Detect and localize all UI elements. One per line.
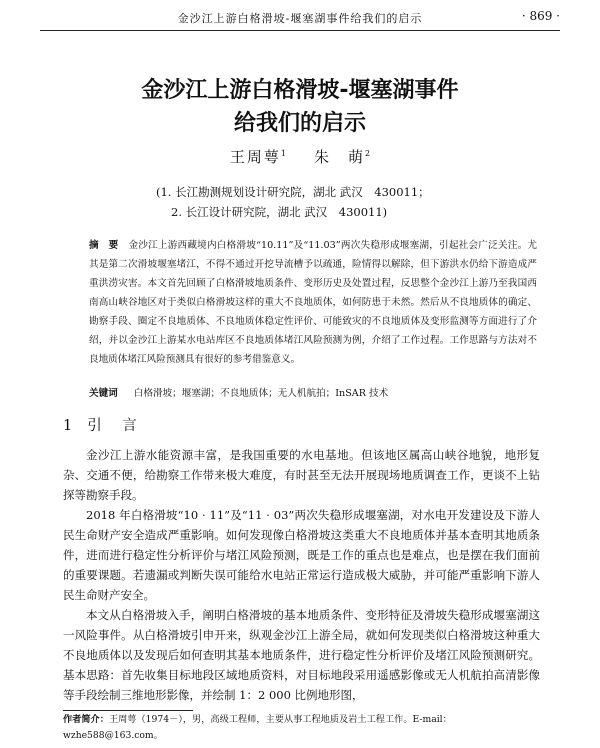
body-paragraph: 本文从白格滑坡入手，阐明白格滑坡的基本地质条件、变形特征及滑坡失稳形成堰塞湖这一风险事件。从白格滑坡引申开来，纵观金沙江上游全局，就如何发现类似白格滑坡这种重大不良地质体以及发现后如何查明其基本地质条件，进行稳定性分析评价及堵江风险预测研究。基本思路：首先收集目标地段区域地质资料，对目标地段采用遥感影像或无人机航拍高清影像等手段绘制三维地形影像，并绘制 1：2 000 比例地形图， — [63, 608, 540, 702]
abstract-label: 摘 要 — [89, 240, 119, 251]
author-affil-mark: 1 — [280, 149, 286, 158]
section-number: 1 — [63, 418, 76, 434]
body-paragraph: 金沙江上游水能资源丰富，是我国重要的水电基地。但该地区属高山峡谷地貌，地形复杂、交通不便，给勘察工作带来极大难度，有时甚至无法开展现场地质调查工作，更谈不上钻探等勘察手段。 — [63, 448, 540, 502]
author-affil-mark: 2 — [365, 149, 371, 158]
section-body — [63, 445, 540, 705]
affiliation-line: 2. 长江设计研究院，湖北 武汉 430011) — [171, 205, 388, 219]
author-name: 王周萼 — [229, 148, 281, 166]
keywords-text: 白格滑坡；堰塞湖；不良地质体；无人机航拍；InSAR 技术 — [133, 388, 389, 399]
affiliation-line: (1. 长江勘测规划设计研究院，湖北 武汉 430011； — [156, 185, 430, 199]
footnote-text: 王周萼（1974－），男，高级工程师，主要从事工程地质及岩土工程工作。E-mail：wzhe588@163.com。 — [63, 714, 452, 741]
footnote-divider — [63, 710, 193, 711]
affiliations — [156, 182, 430, 222]
abstract — [89, 236, 537, 369]
article-title — [60, 74, 540, 140]
title-line-2: 给我们的启示 — [233, 111, 366, 136]
keywords — [89, 385, 537, 403]
section-title: 引 言 — [87, 418, 140, 434]
author-footnote — [63, 712, 540, 744]
page-number: · 869 · — [521, 9, 560, 23]
abstract-text: 金沙江上游西藏境内白格滑坡“10.11”及“11.03”两次失稳形成堰塞湖，引起社会广泛关注。尤其是第二次滑坡堰塞堵江，不得不通过开挖导流槽予以疏通，险情得以解除，但下游洪水仍给下游造成严重洪涝灾害。本文首先回顾了白格滑坡地质条件、变形历史及处置过程，反思整个金沙江上游乃至我国西南高山峡谷地区对于类似白格滑坡这样的重大不良地质体，如何防患于未然。然后从不良地质体的确定、勘察手段、圈定不良地质体、不良地质体稳定性评价、可能致灾的不良地质体及变形监测等方面进行了介绍，并以金沙江上游某水电站库区不良地质体堵江风险预测为例，介绍了工作过程。工作思路与方法对不良地质体堵江风险预测具有很好的参考借鉴意义。 — [89, 240, 537, 365]
running-header — [40, 6, 560, 31]
running-title: 金沙江上游白格滑坡-堰塞湖事件给我们的启示 — [177, 12, 423, 25]
author-list — [0, 146, 600, 167]
body-paragraph: 2018 年白格滑坡“10 · 11”及“11 · 03”两次失稳形成堰塞湖，对水电开发建设及下游人民生命财产安全造成严重影响。如何发现像白格滑坡这类重大不良地质体并基本查明其地质条件，进而进行稳定性分析评价与堵江风险预测，既是工作的重点也是难点，也是摆在我们面前的重要课题。若遗漏或判断失误可能给水电站正常运行造成极大威胁，并可能严重影响下游人民生命财产安全。 — [63, 508, 540, 602]
footnote-label: 作者简介： — [63, 714, 109, 725]
title-line-1: 金沙江上游白格滑坡-堰塞湖事件 — [141, 78, 459, 103]
author-name: 朱 萌 — [314, 148, 366, 166]
keywords-label: 关键词 — [89, 388, 118, 399]
section-heading — [63, 414, 140, 435]
